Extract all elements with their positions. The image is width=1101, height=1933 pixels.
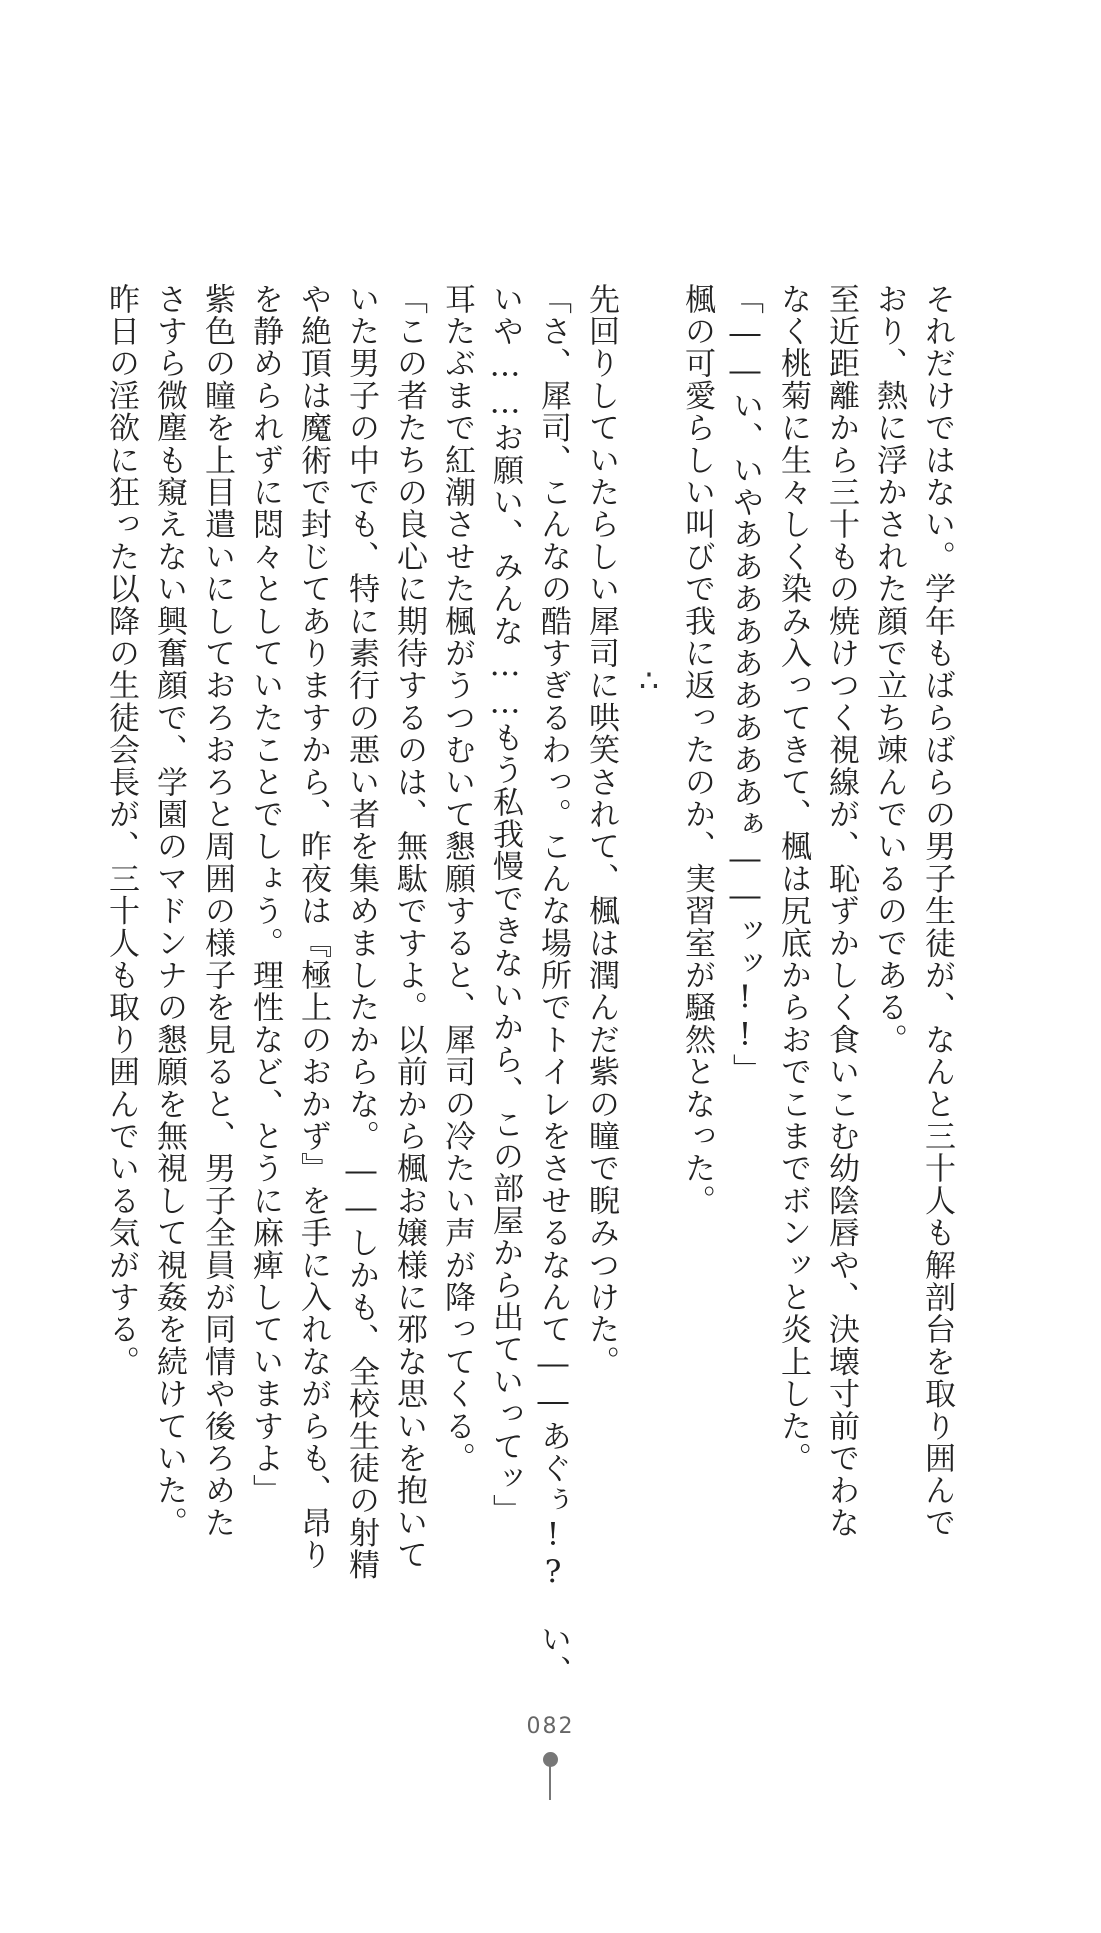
- folio-rule: [549, 1766, 551, 1800]
- text-line: 「さ、犀司、こんなの酷すぎるわっ。こんな場所でトイレをさせるなんて――あぐぅ!? い、: [535, 283, 571, 1688]
- text-line: いた男子の中でも、特に素行の悪い者を集めましたからな。――しかも、全校生徒の射精: [343, 283, 379, 1582]
- folio-dot-icon: [543, 1752, 558, 1767]
- text-line: さすら微塵も窺えない興奮顔で、学園のマドンナの懇願を無視して視姦を続けていた。: [151, 283, 187, 1539]
- text-line: 「この者たちの良心に期待するのは、無駄ですよ。以前から楓お嬢様に邪な思いを抱いて: [391, 283, 427, 1571]
- text-line: 楓の可愛らしい叫びで我に返ったのか、実習室が騒然となった。: [679, 283, 715, 1217]
- text-line: それだけではない。学年もばらばらの男子生徒が、なんと三十人も解剖台を取り囲んで: [919, 283, 955, 1539]
- text-line: 昨日の淫欲に狂った以降の生徒会長が、三十人も取り囲んでいる気がする。: [103, 283, 139, 1378]
- scene-break-mark: ∴: [631, 663, 667, 701]
- text-line: 耳たぶまで紅潮させた楓がうつむいて懇願すると、犀司の冷たい声が降ってくる。: [439, 283, 475, 1475]
- text-line: 「――い、いやあああああああああぁ――ッッ!!」: [727, 283, 763, 1086]
- body-text: [97, 283, 961, 1688]
- text-line: 先回りしていたらしい犀司に哄笑されて、楓は潤んだ紫の瞳で睨みつけた。: [583, 283, 619, 1378]
- text-line: を静められずに悶々としていたことでしょう。理性など、とうに麻痺していますよ」: [247, 283, 283, 1507]
- scene-break: [625, 283, 673, 1933]
- text-line: 至近距離から三十もの焼けつく視線が、恥ずかしく食いこむ幼陰唇や、決壊寸前でわな: [823, 283, 859, 1539]
- text-line: や絶頂は魔術で封じてありますから、昨夜は『極上のおかず』を手に入れながらも、昂り: [295, 283, 331, 1571]
- text-line: おり、熱に浮かされた顔で立ち竦んでいるのである。: [871, 283, 907, 1056]
- text-line: 紫色の瞳を上目遣いにしておろおろと周囲の様子を見ると、男子全員が同情や後ろめた: [199, 283, 235, 1539]
- text-line: なく桃菊に生々しく染み入ってきて、楓は尻底からおでこまでボンッと炎上した。: [775, 283, 811, 1475]
- text-line: いや……お願い、みんな……もう私我慢できないから、この部屋から出ていってッ」: [487, 283, 523, 1527]
- page-number: 082: [526, 1714, 575, 1739]
